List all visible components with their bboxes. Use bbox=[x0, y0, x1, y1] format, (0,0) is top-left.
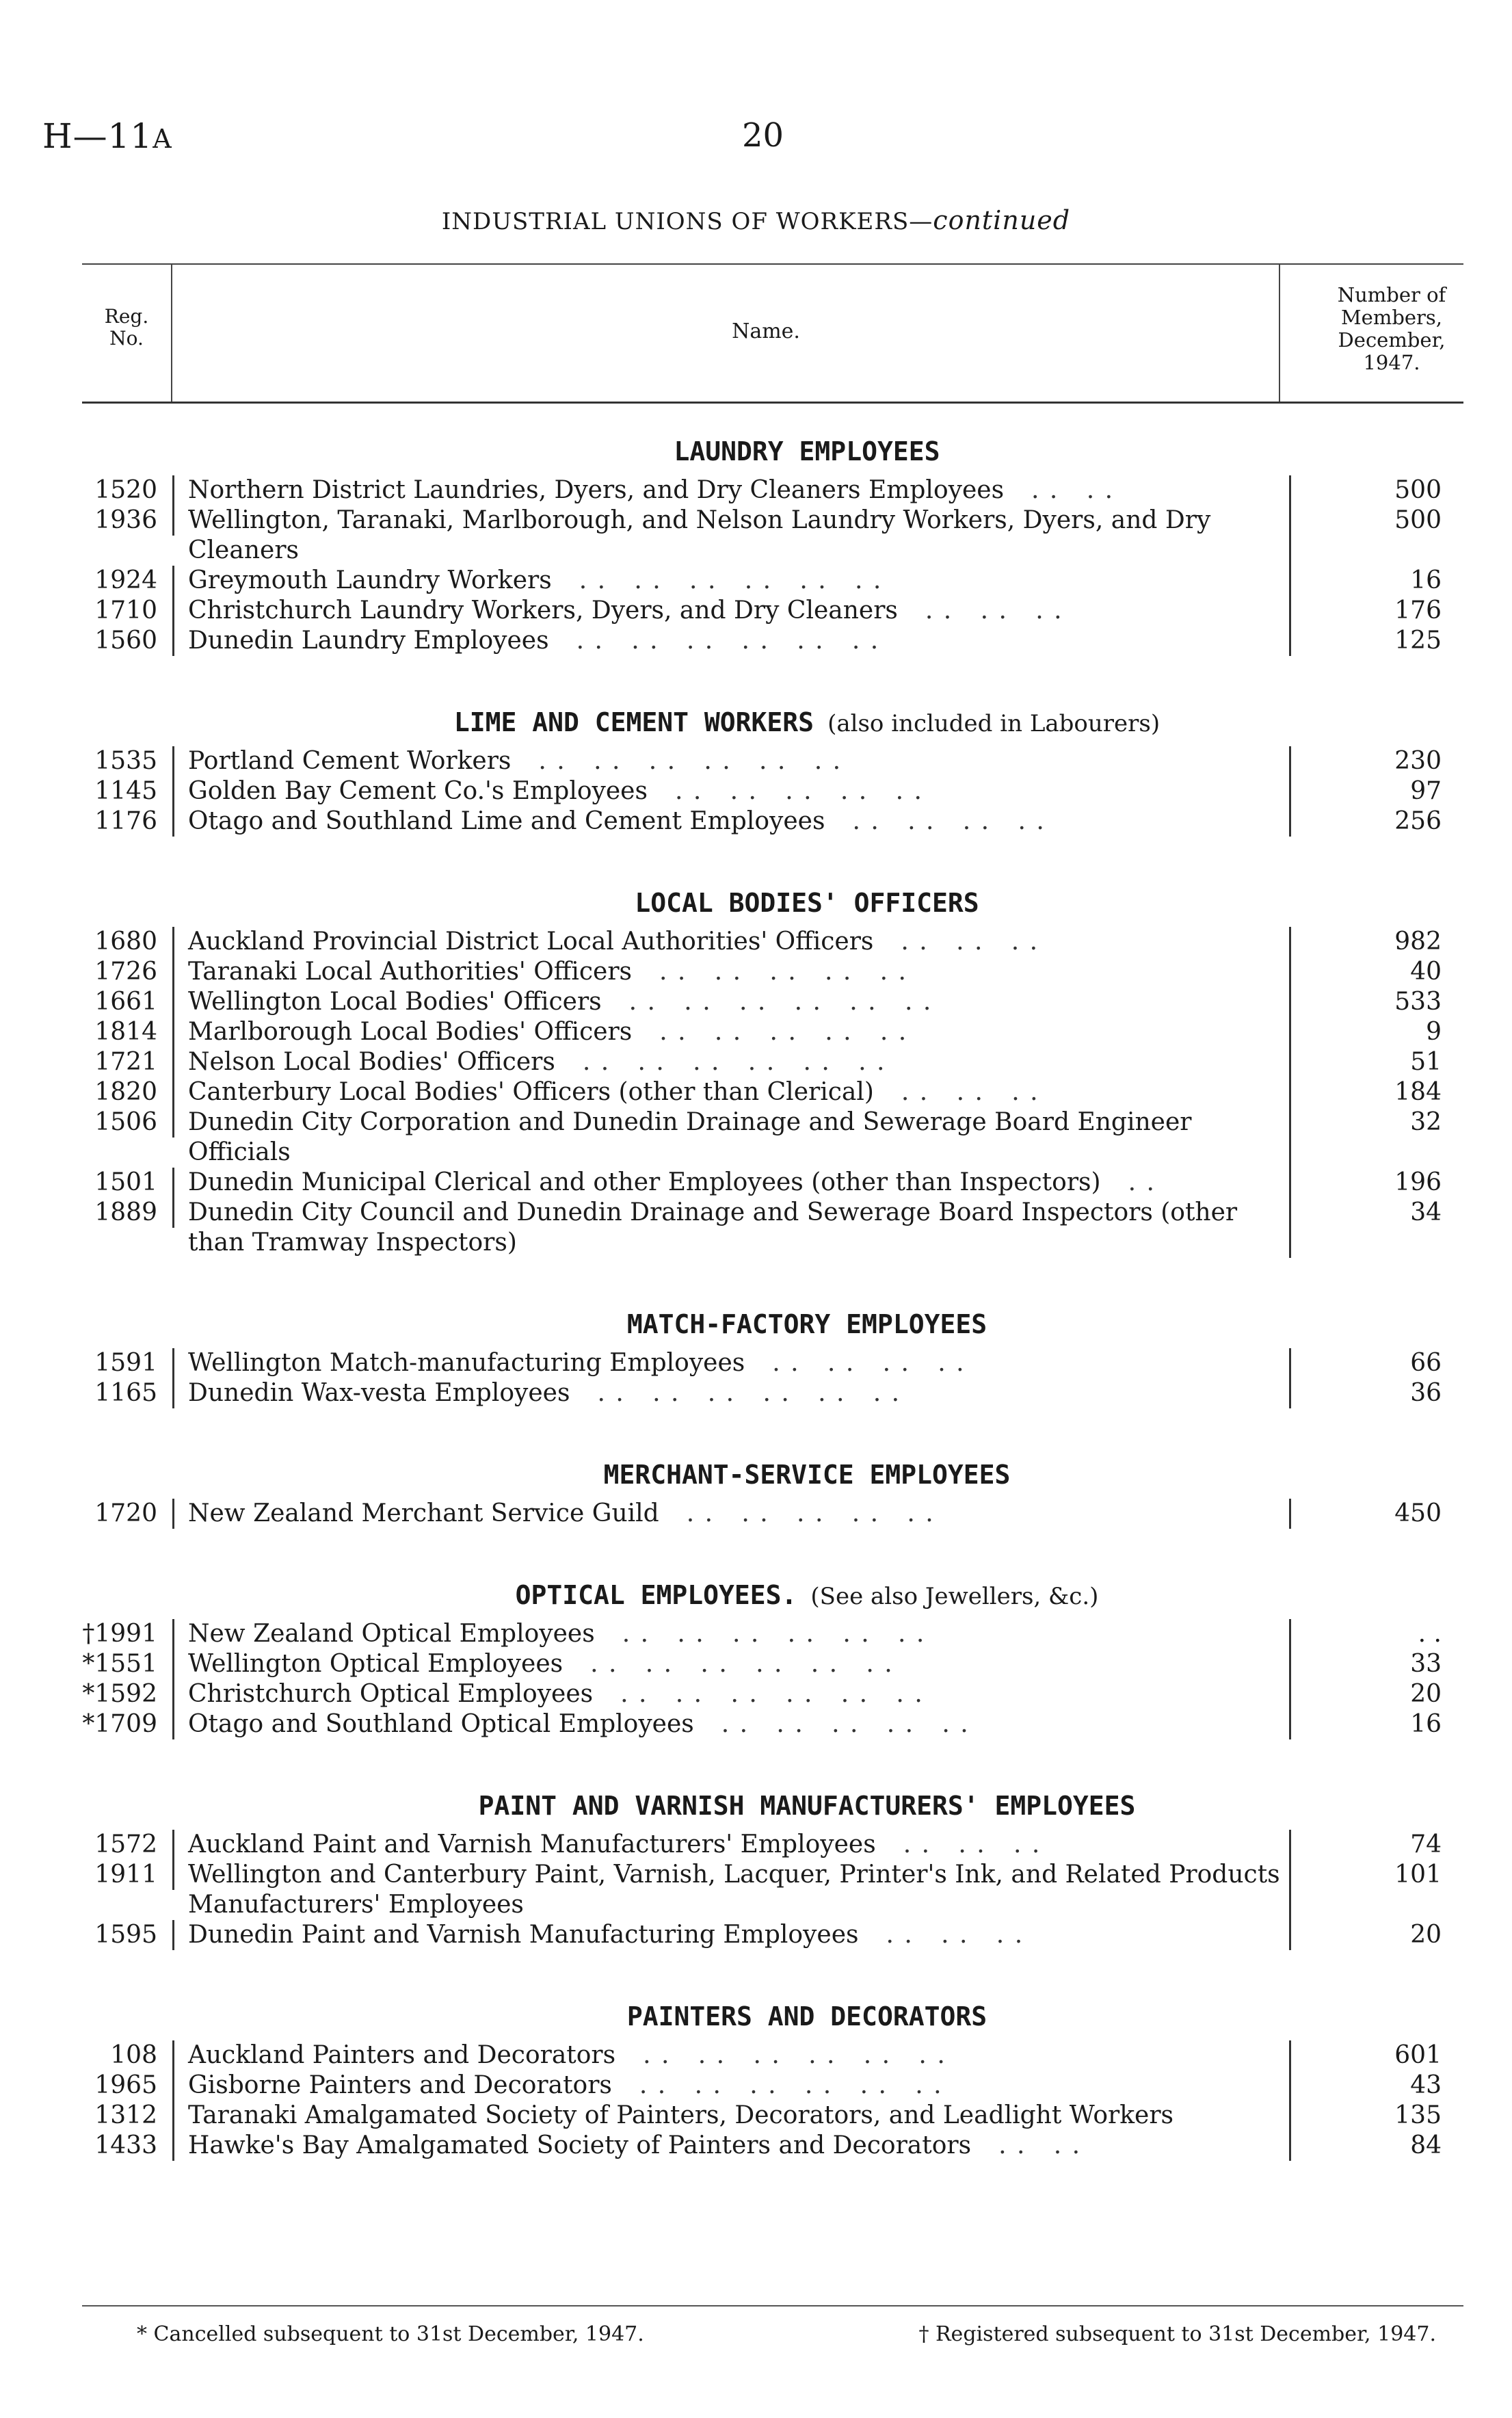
section-rows bbox=[82, 1499, 1463, 1529]
member-count: 84 bbox=[1410, 2131, 1442, 2159]
union-section bbox=[82, 698, 1463, 837]
leader-dots: . . . . . . . . . . . . bbox=[579, 566, 883, 594]
leader-dots: . . . . . . . . . . . . bbox=[639, 2071, 943, 2099]
member-count: 97 bbox=[1410, 777, 1442, 805]
union-name-cell bbox=[174, 1077, 1291, 1107]
members-header-line: Number of bbox=[1337, 283, 1446, 306]
member-count: 176 bbox=[1394, 596, 1442, 625]
union-name: Canterbury Local Bodies' Officers (other than Clerical) bbox=[188, 1078, 874, 1106]
union-name-cell bbox=[174, 927, 1291, 957]
leader-dots: . . . . bbox=[998, 2131, 1082, 2159]
union-name-cell bbox=[174, 1168, 1291, 1198]
leader-dots: . . bbox=[1128, 1168, 1156, 1196]
union-name-cell bbox=[174, 2131, 1291, 2161]
reg-number: 1176 bbox=[82, 806, 174, 837]
table-row bbox=[82, 2071, 1463, 2101]
document-reference bbox=[42, 116, 172, 156]
table-row bbox=[82, 1830, 1463, 1860]
reg-number: 1924 bbox=[82, 566, 174, 596]
column-header bbox=[82, 263, 1463, 404]
reg-number: 1591 bbox=[82, 1348, 174, 1378]
union-name-cell bbox=[174, 1619, 1291, 1649]
table-row bbox=[82, 1709, 1463, 1739]
member-count: 74 bbox=[1410, 1830, 1442, 1858]
union-name: New Zealand Merchant Service Guild bbox=[188, 1499, 659, 1527]
union-name-cell bbox=[174, 1017, 1291, 1047]
union-name: Wellington Optical Employees bbox=[188, 1650, 563, 1678]
reg-number: 1721 bbox=[82, 1047, 174, 1077]
table-row bbox=[82, 806, 1463, 837]
section-rows bbox=[82, 746, 1463, 837]
member-count: 20 bbox=[1410, 1921, 1442, 1949]
union-name: Auckland Painters and Decorators bbox=[188, 2041, 616, 2069]
leader-dots: . . . . . . bbox=[886, 1921, 1024, 1949]
union-name: Taranaki Local Authorities' Officers bbox=[188, 958, 633, 986]
union-name: Dunedin City Corporation and Dunedin Drainage and Sewerage Board Engineer Officials bbox=[188, 1108, 1192, 1166]
union-name-cell bbox=[174, 1860, 1291, 1920]
union-name-cell bbox=[174, 2040, 1291, 2071]
table-row bbox=[82, 957, 1463, 987]
section-heading bbox=[82, 1300, 1463, 1348]
table-row bbox=[82, 1017, 1463, 1047]
title-main: INDUSTRIAL UNIONS OF WORKERS— bbox=[441, 208, 933, 235]
table-row bbox=[82, 1499, 1463, 1529]
union-name: Dunedin Laundry Employees bbox=[188, 627, 549, 655]
union-name-cell bbox=[174, 1679, 1291, 1709]
union-name: Golden Bay Cement Co.'s Employees bbox=[188, 777, 648, 805]
section-rows bbox=[82, 1619, 1463, 1739]
table-row bbox=[82, 1378, 1463, 1408]
leader-dots: . . . . . . bbox=[925, 596, 1063, 625]
table-row bbox=[82, 1168, 1463, 1198]
table-row bbox=[82, 1047, 1463, 1077]
leader-dots: . . . . . . . . bbox=[772, 1349, 966, 1377]
union-name: Taranaki Amalgamated Society of Painters, Decorators, and Leadlight Workers bbox=[188, 2101, 1174, 2129]
member-count: 101 bbox=[1394, 1861, 1442, 1889]
member-count: 36 bbox=[1410, 1379, 1442, 1407]
leader-dots: . . . . . . . . . . . . bbox=[582, 1048, 886, 1076]
member-count: . . bbox=[1418, 1620, 1442, 1648]
section-note: (also included in Labourers) bbox=[827, 710, 1160, 737]
leader-dots: . . . . . . bbox=[901, 1078, 1039, 1106]
section-title: OPTICAL EMPLOYEES. bbox=[515, 1580, 797, 1610]
member-count: 500 bbox=[1394, 476, 1442, 504]
member-count: 33 bbox=[1410, 1650, 1442, 1678]
union-name-cell bbox=[174, 1047, 1291, 1077]
union-name-cell bbox=[174, 1649, 1291, 1679]
page-title bbox=[0, 205, 1512, 235]
reg-number: 1165 bbox=[82, 1378, 174, 1408]
member-count: 9 bbox=[1426, 1018, 1442, 1046]
leader-dots: . . . . . . . . . . . . bbox=[576, 627, 880, 655]
footnotes bbox=[137, 2322, 1436, 2346]
member-count: 66 bbox=[1410, 1349, 1442, 1377]
table-row bbox=[82, 2040, 1463, 2071]
union-name-cell bbox=[174, 1920, 1291, 1950]
reg-number: 1501 bbox=[82, 1168, 174, 1198]
union-name: Dunedin Paint and Varnish Manufacturing Employees bbox=[188, 1921, 859, 1949]
member-count: 256 bbox=[1394, 807, 1442, 835]
reg-number: 1595 bbox=[82, 1920, 174, 1950]
table-row bbox=[82, 1860, 1463, 1920]
section-title: PAINTERS AND DECORATORS bbox=[626, 2001, 987, 2032]
footnote-cancelled: * Cancelled subsequent to 31st December, 1947. bbox=[137, 2322, 644, 2346]
union-section bbox=[82, 1451, 1463, 1529]
column-divider bbox=[171, 265, 172, 402]
table-row bbox=[82, 626, 1463, 656]
union-name-cell bbox=[174, 957, 1291, 987]
table-row bbox=[82, 1619, 1463, 1649]
section-heading bbox=[82, 1782, 1463, 1830]
union-name-cell bbox=[174, 1348, 1291, 1378]
reg-number: 1535 bbox=[82, 746, 174, 776]
member-count: 34 bbox=[1410, 1198, 1442, 1226]
members-header bbox=[1275, 284, 1508, 374]
union-name: Dunedin Wax-vesta Employees bbox=[188, 1379, 570, 1407]
union-section bbox=[82, 1782, 1463, 1950]
leader-dots: . . . . . . . . . . bbox=[659, 958, 908, 986]
member-count: 500 bbox=[1394, 506, 1442, 534]
leader-dots: . . . . . . bbox=[901, 928, 1039, 956]
reference-suffix: A bbox=[152, 124, 172, 154]
leader-dots: . . . . . . . . . . bbox=[721, 1710, 970, 1738]
section-rows bbox=[82, 1348, 1463, 1408]
reference-main: H—11 bbox=[42, 116, 153, 156]
leader-dots: . . . . . . . . . . bbox=[674, 777, 923, 805]
table-row bbox=[82, 1077, 1463, 1107]
table-row bbox=[82, 596, 1463, 626]
footnote-rule bbox=[82, 2305, 1463, 2307]
union-name: Wellington Local Bodies' Officers bbox=[188, 988, 602, 1016]
table-row bbox=[82, 1920, 1463, 1950]
section-rows bbox=[82, 1830, 1463, 1950]
reg-number: 1572 bbox=[82, 1830, 174, 1860]
leader-dots: . . . . . . . . . . . . bbox=[597, 1379, 901, 1407]
member-count: 450 bbox=[1394, 1499, 1442, 1527]
leader-dots: . . . . . . . . . . . . bbox=[620, 1680, 924, 1708]
reg-number: 1661 bbox=[82, 987, 174, 1017]
member-count: 125 bbox=[1394, 627, 1442, 655]
reg-number: 1506 bbox=[82, 1107, 174, 1138]
reg-number: 1814 bbox=[82, 1017, 174, 1047]
leader-dots: . . . . . . bbox=[903, 1830, 1042, 1858]
union-name-cell bbox=[174, 1107, 1291, 1168]
union-name-cell bbox=[174, 746, 1291, 776]
section-heading bbox=[82, 1993, 1463, 2040]
reg-number: 1726 bbox=[82, 957, 174, 987]
reg-number: 1710 bbox=[82, 596, 174, 626]
section-rows bbox=[82, 2040, 1463, 2161]
reg-number: 1560 bbox=[82, 626, 174, 656]
reg-number: *1592 bbox=[82, 1679, 174, 1709]
union-name-cell bbox=[174, 2071, 1291, 2101]
union-name-cell bbox=[174, 566, 1291, 596]
member-count: 16 bbox=[1410, 566, 1442, 594]
table-row bbox=[82, 927, 1463, 957]
union-name: Christchurch Optical Employees bbox=[188, 1680, 594, 1708]
union-name: Wellington, Taranaki, Marlborough, and Nelson Laundry Workers, Dyers, and Dry Cleaners bbox=[188, 506, 1211, 564]
union-name: Otago and Southland Lime and Cement Employees bbox=[188, 807, 825, 835]
union-name: Wellington Match-manufacturing Employees bbox=[188, 1349, 745, 1377]
reg-number: 108 bbox=[82, 2040, 174, 2071]
union-name-cell bbox=[174, 596, 1291, 626]
member-count: 20 bbox=[1410, 1680, 1442, 1708]
section-title: LAUNDRY EMPLOYEES bbox=[674, 436, 940, 466]
reg-no-header bbox=[82, 306, 171, 350]
union-name: Hawke's Bay Amalgamated Society of Painters and Decorators bbox=[188, 2131, 972, 2159]
table-row bbox=[82, 2101, 1463, 2131]
title-continued: continued bbox=[933, 205, 1071, 235]
table-row bbox=[82, 987, 1463, 1017]
reg-number: 1820 bbox=[82, 1077, 174, 1107]
reg-number: 1145 bbox=[82, 776, 174, 806]
reg-number: 1889 bbox=[82, 1198, 174, 1228]
members-header-line: Members, bbox=[1340, 306, 1443, 329]
section-heading bbox=[82, 1451, 1463, 1499]
leader-dots: . . . . . . . . . . . . bbox=[643, 2041, 946, 2069]
section-title: MERCHANT-SERVICE EMPLOYEES bbox=[603, 1460, 1011, 1490]
leader-dots: . . . . . . . . . . . . bbox=[622, 1620, 926, 1648]
union-name: Auckland Paint and Varnish Manufacturers' Employees bbox=[188, 1830, 876, 1858]
section-rows bbox=[82, 927, 1463, 1258]
footnote-registered: † Registered subsequent to 31st December, 1947. bbox=[918, 2322, 1436, 2346]
section-title: LOCAL BODIES' OFFICERS bbox=[635, 888, 979, 918]
union-name-cell bbox=[174, 1378, 1291, 1408]
union-name: Nelson Local Bodies' Officers bbox=[188, 1048, 555, 1076]
union-name-cell bbox=[174, 1709, 1291, 1739]
union-name: New Zealand Optical Employees bbox=[188, 1620, 595, 1648]
leader-dots: . . . . . . . . . . . . bbox=[590, 1650, 894, 1678]
leader-dots: . . . . bbox=[1031, 476, 1115, 504]
section-title: MATCH-FACTORY EMPLOYEES bbox=[626, 1309, 987, 1339]
member-count: 51 bbox=[1410, 1048, 1442, 1076]
section-heading bbox=[82, 1571, 1463, 1619]
union-name: Wellington and Canterbury Paint, Varnish, Lacquer, Printer's Ink, and Related Products Manufacturers' Employees bbox=[188, 1861, 1280, 1919]
member-count: 196 bbox=[1394, 1168, 1442, 1196]
table-row bbox=[82, 475, 1463, 505]
section-title: LIME AND CEMENT WORKERS bbox=[453, 707, 814, 737]
table-row bbox=[82, 1198, 1463, 1258]
section-heading bbox=[82, 879, 1463, 927]
member-count: 16 bbox=[1410, 1710, 1442, 1738]
reg-number: †1991 bbox=[82, 1619, 174, 1649]
union-name: Auckland Provincial District Local Authorities' Officers bbox=[188, 928, 874, 956]
union-name-cell bbox=[174, 776, 1291, 806]
section-heading bbox=[82, 698, 1463, 746]
union-name: Marlborough Local Bodies' Officers bbox=[188, 1018, 633, 1046]
reg-number: 1965 bbox=[82, 2071, 174, 2101]
leader-dots: . . . . . . . . . . . . bbox=[628, 988, 933, 1016]
table-row bbox=[82, 505, 1463, 566]
union-name-cell bbox=[174, 1198, 1291, 1258]
leader-dots: . . . . . . . . . . bbox=[686, 1499, 935, 1527]
reg-number: 1680 bbox=[82, 927, 174, 957]
reg-number: *1551 bbox=[82, 1649, 174, 1679]
name-header: Name. bbox=[732, 319, 800, 343]
union-name: Northern District Laundries, Dyers, and Dry Cleaners Employees bbox=[188, 476, 1005, 504]
table-row bbox=[82, 1348, 1463, 1378]
leader-dots: . . . . . . . . . . . . bbox=[538, 747, 843, 775]
section-note: (See also Jewellers, &c.) bbox=[810, 1583, 1099, 1610]
table-row bbox=[82, 776, 1463, 806]
leader-dots: . . . . . . . . bbox=[852, 807, 1046, 835]
member-count: 982 bbox=[1394, 928, 1442, 956]
member-count: 230 bbox=[1394, 747, 1442, 775]
member-count: 601 bbox=[1394, 2041, 1442, 2069]
union-name: Christchurch Laundry Workers, Dyers, and Dry Cleaners bbox=[188, 596, 898, 625]
union-section bbox=[82, 1571, 1463, 1739]
union-section bbox=[82, 1300, 1463, 1408]
members-header-line: 1947. bbox=[1363, 351, 1420, 374]
member-count: 43 bbox=[1410, 2071, 1442, 2099]
union-name-cell bbox=[174, 505, 1291, 566]
union-section bbox=[82, 879, 1463, 1258]
section-rows bbox=[82, 475, 1463, 656]
union-name: Portland Cement Workers bbox=[188, 747, 512, 775]
union-name-cell bbox=[174, 626, 1291, 656]
union-name-cell bbox=[174, 1499, 1291, 1529]
reg-number: *1709 bbox=[82, 1709, 174, 1739]
union-name: Dunedin Municipal Clerical and other Employees (other than Inspectors) bbox=[188, 1168, 1101, 1196]
reg-number: 1720 bbox=[82, 1499, 174, 1529]
members-header-line: December, bbox=[1338, 328, 1446, 352]
reg-number: 1312 bbox=[82, 2101, 174, 2131]
union-name-cell bbox=[174, 806, 1291, 837]
union-name: Otago and Southland Optical Employees bbox=[188, 1710, 694, 1738]
union-section bbox=[82, 1993, 1463, 2161]
table-row bbox=[82, 1679, 1463, 1709]
union-name: Gisborne Painters and Decorators bbox=[188, 2071, 612, 2099]
reg-number: 1911 bbox=[82, 1860, 174, 1890]
reg-header-line: Reg. bbox=[104, 305, 149, 328]
section-title: PAINT AND VARNISH MANUFACTURERS' EMPLOYEES bbox=[478, 1791, 1136, 1821]
table-row bbox=[82, 2131, 1463, 2161]
member-count: 135 bbox=[1394, 2101, 1442, 2129]
table-row bbox=[82, 1649, 1463, 1679]
union-name-cell bbox=[174, 1830, 1291, 1860]
member-count: 32 bbox=[1410, 1108, 1442, 1136]
leader-dots: . . . . . . . . . . bbox=[659, 1018, 908, 1046]
union-section bbox=[82, 428, 1463, 656]
union-name-cell bbox=[174, 987, 1291, 1017]
table-row bbox=[82, 566, 1463, 596]
union-name-cell bbox=[174, 475, 1291, 505]
reg-number: 1936 bbox=[82, 505, 174, 536]
member-count: 40 bbox=[1410, 958, 1442, 986]
table-row bbox=[82, 1107, 1463, 1168]
reg-number: 1433 bbox=[82, 2131, 174, 2161]
union-name: Greymouth Laundry Workers bbox=[188, 566, 552, 594]
reg-number: 1520 bbox=[82, 475, 174, 505]
union-sections bbox=[82, 428, 1463, 2203]
section-heading bbox=[82, 428, 1463, 475]
union-name-cell bbox=[174, 2101, 1291, 2131]
reg-header-line: No. bbox=[109, 327, 144, 350]
page-number: 20 bbox=[742, 116, 784, 155]
member-count: 533 bbox=[1394, 988, 1442, 1016]
table-row bbox=[82, 746, 1463, 776]
union-name: Dunedin City Council and Dunedin Drainage and Sewerage Board Inspectors (other than Tramway Inspectors) bbox=[188, 1198, 1238, 1257]
member-count: 184 bbox=[1394, 1078, 1442, 1106]
